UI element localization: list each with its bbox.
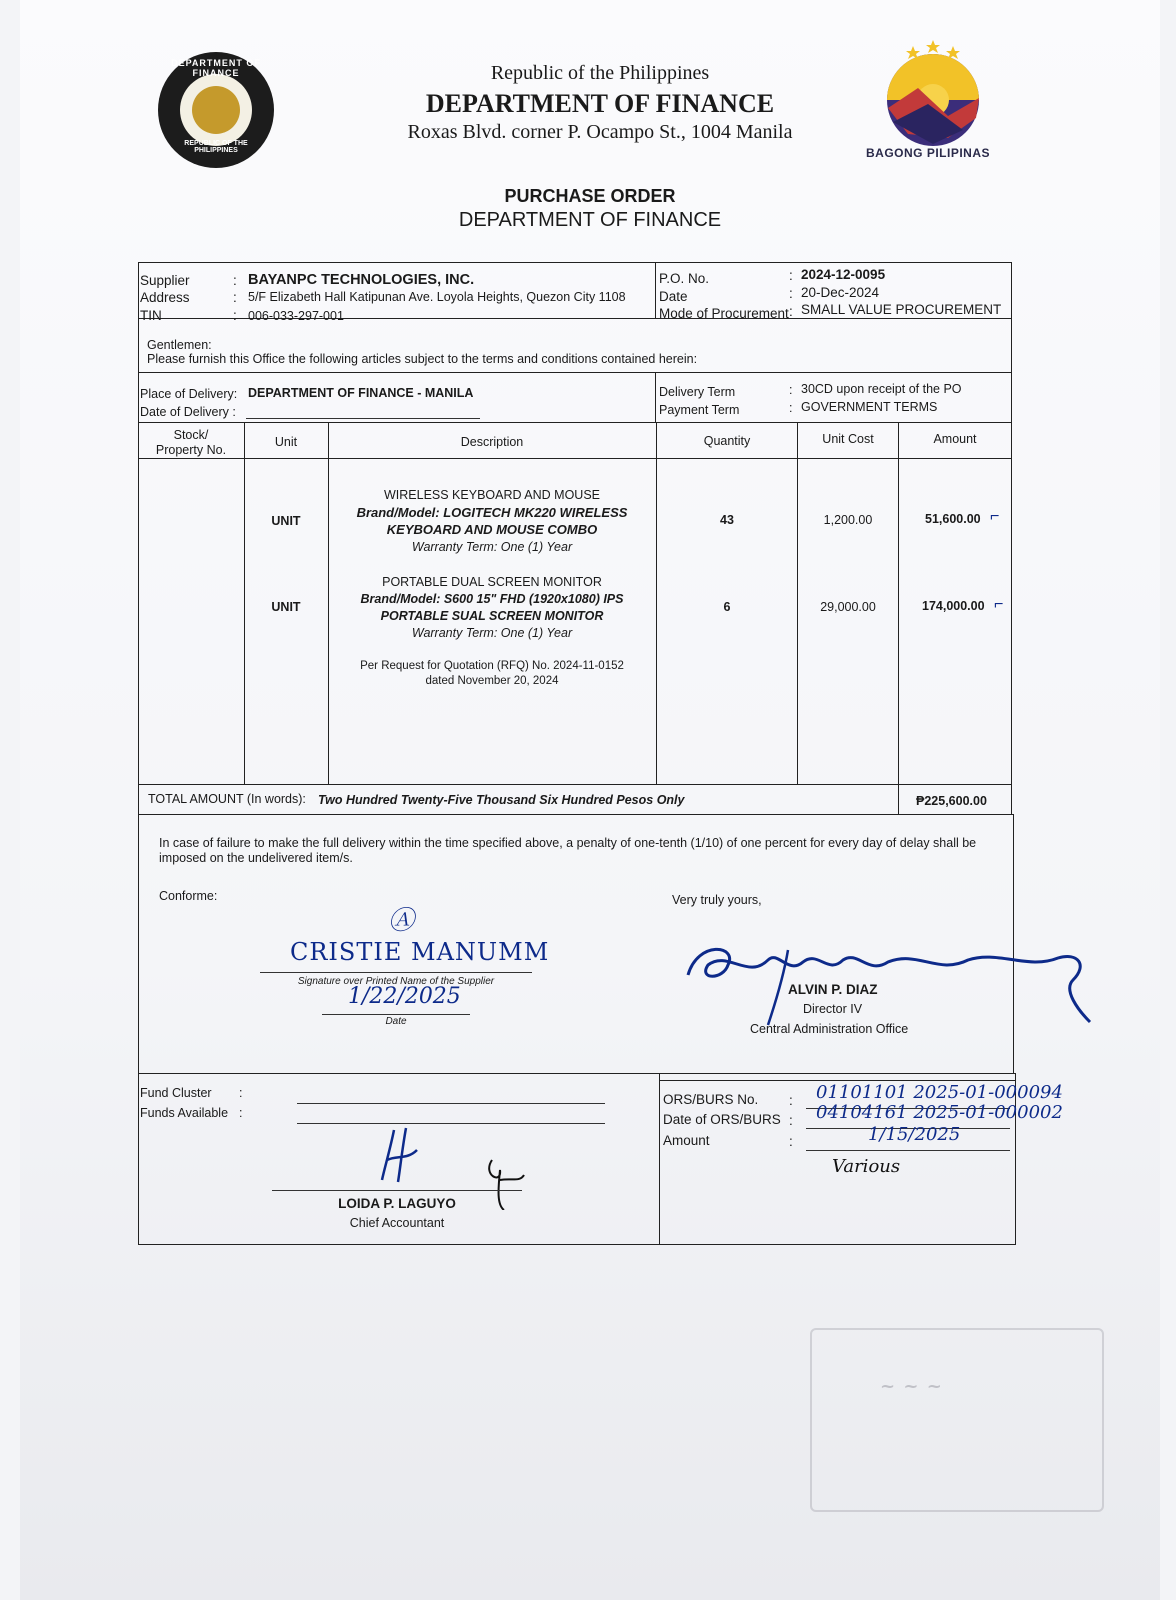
supplier-colon: : bbox=[233, 273, 237, 288]
date-of-delivery-label: Date of Delivery : bbox=[140, 405, 236, 419]
conforme-date: 1/22/2025 bbox=[348, 984, 461, 1009]
closing-salutation: Very truly yours, bbox=[672, 893, 762, 907]
col-header-amount: Amount bbox=[933, 432, 977, 446]
tin-label: TIN bbox=[140, 308, 162, 323]
logo-text: BAGONG PILIPINAS bbox=[865, 146, 990, 160]
director-name: ALVIN P. DIAZ bbox=[788, 982, 878, 997]
item-1-model: Brand/Model: LOGITECH MK220 WIRELESS KEYBOARD AND MOUSE COMBO bbox=[356, 505, 628, 537]
delivery-term-label: Delivery Term bbox=[659, 385, 736, 399]
payment-term-label: Payment Term bbox=[659, 403, 740, 417]
item-2-unit-cost: 29,000.00 bbox=[820, 600, 876, 614]
document-title: PURCHASE ORDER bbox=[504, 186, 676, 206]
ors-burs-date-colon: : bbox=[789, 1113, 793, 1128]
po-number-label: P.O. No. bbox=[659, 271, 710, 286]
ors-burs-no-label: ORS/BURS No. bbox=[663, 1092, 759, 1107]
header-republic: Republic of the Philippines bbox=[490, 62, 710, 84]
ors-burs-date-label: Date of ORS/BURS bbox=[663, 1112, 781, 1127]
signature-caption: Signature over Printed Name of the Supplier bbox=[297, 976, 495, 987]
total-amount-label: TOTAL AMOUNT (In words): bbox=[148, 792, 306, 806]
conforme-label: Conforme: bbox=[159, 889, 218, 903]
funds-available-label: Funds Available bbox=[140, 1106, 229, 1120]
item-2-quantity: 6 bbox=[723, 600, 731, 614]
amount-various: Various bbox=[832, 1156, 901, 1177]
po-date: 20-Dec-2024 bbox=[801, 285, 880, 300]
place-of-delivery-label: Place of Delivery: bbox=[140, 387, 238, 401]
payment-term-colon: : bbox=[789, 401, 793, 415]
ors-burs-no-colon: : bbox=[789, 1093, 793, 1108]
total-amount: ₱225,600.00 bbox=[916, 794, 987, 808]
document-subtitle: DEPARTMENT OF FINANCE bbox=[458, 209, 722, 231]
ors-burs-no-value: 01101101 2025-01-000094 bbox=[816, 1082, 1063, 1103]
procurement-mode-colon: : bbox=[789, 304, 793, 319]
procurement-mode-label: Mode of Procurement bbox=[659, 306, 789, 321]
payment-term: GOVERNMENT TERMS bbox=[801, 400, 938, 414]
item-1-quantity: 43 bbox=[720, 513, 734, 527]
supplier-name: BAYANPC TECHNOLOGIES, INC. bbox=[248, 272, 475, 288]
purchase-order-form bbox=[138, 262, 1012, 815]
supplier-signature: CRISTIE MANUMM bbox=[290, 938, 550, 966]
handwritten-mark: Ⓐ bbox=[388, 906, 415, 936]
received-stamp bbox=[810, 1328, 1104, 1512]
signature-line bbox=[260, 972, 532, 973]
amount-colon: : bbox=[789, 1134, 793, 1149]
col-header-description: Description bbox=[460, 435, 524, 449]
delivery-term-colon: : bbox=[789, 383, 793, 397]
director-office: Central Administration Office bbox=[750, 1022, 909, 1036]
address-colon: : bbox=[233, 290, 237, 305]
seal-text-bottom: REPUBLIC OF THE PHILIPPINES bbox=[184, 140, 248, 154]
date-of-delivery-line bbox=[246, 418, 480, 419]
total-amount-words: Two Hundred Twenty-Five Thousand Six Hundred Pesos Only bbox=[318, 793, 685, 807]
item-2-unit: UNIT bbox=[271, 600, 301, 614]
po-date-label: Date bbox=[659, 289, 688, 304]
ors-burs-date-value: 04104161 2025-01-000002 bbox=[816, 1102, 1063, 1123]
delivery-term: 30CD upon receipt of the PO bbox=[801, 382, 962, 396]
rfq-date: dated November 20, 2024 bbox=[425, 675, 559, 687]
greeting: Gentlemen: bbox=[147, 338, 212, 352]
director-position: Director IV bbox=[803, 1002, 863, 1016]
accountant-name: LOIDA P. LAGUYO bbox=[338, 1196, 456, 1211]
intro-text: Please furnish this Office the following articles subject to the terms and conditions contained herein: bbox=[147, 352, 698, 366]
seal-text-top: DEPARTMENT OF FINANCE bbox=[171, 58, 261, 78]
place-of-delivery: DEPARTMENT OF FINANCE - MANILA bbox=[248, 386, 474, 400]
po-date-colon: : bbox=[789, 286, 793, 301]
bagong-pilipinas-logo bbox=[868, 38, 998, 148]
amount-label: Amount bbox=[663, 1133, 710, 1148]
amount-value: 1/15/2025 bbox=[868, 1124, 961, 1145]
supplier-label: Supplier bbox=[140, 273, 190, 288]
fund-cluster-colon: : bbox=[239, 1086, 243, 1100]
item-1-warranty: Warranty Term: One (1) Year bbox=[411, 540, 573, 554]
date-caption: Date bbox=[385, 1016, 407, 1027]
date-line bbox=[322, 1014, 470, 1015]
item-1-amount: 51,600.00 bbox=[925, 512, 981, 526]
header-address: Roxas Blvd. corner P. Ocampo St., 1004 Manila bbox=[407, 121, 793, 143]
director-signature bbox=[678, 930, 1098, 1030]
check-mark-1: ⌐ bbox=[990, 508, 1000, 525]
address-label: Address bbox=[140, 290, 190, 305]
item-2-warranty: Warranty Term: One (1) Year bbox=[411, 626, 573, 640]
amount-line bbox=[806, 1150, 1010, 1151]
item-2-model: Brand/Model: S600 15" FHD (1920x1080) IPS PORTABLE SUAL SCREEN MONITOR bbox=[360, 592, 624, 623]
po-number-colon: : bbox=[789, 268, 793, 283]
item-1-unit-cost: 1,200.00 bbox=[823, 513, 873, 527]
header-department: DEPARTMENT OF FINANCE bbox=[425, 89, 775, 118]
col-header-unit: Unit bbox=[274, 435, 298, 449]
col-header-quantity: Quantity bbox=[703, 434, 751, 448]
item-1-title: WIRELESS KEYBOARD AND MOUSE bbox=[383, 488, 601, 502]
supplier-tin: 006-033-297-001 bbox=[248, 309, 344, 323]
col-header-unit-cost: Unit Cost bbox=[822, 432, 874, 446]
funds-available-colon: : bbox=[239, 1106, 243, 1120]
procurement-mode: SMALL VALUE PROCUREMENT bbox=[801, 302, 1002, 317]
rfq-reference: Per Request for Quotation (RFQ) No. 2024-11-0152 bbox=[360, 660, 624, 672]
item-1-unit: UNIT bbox=[271, 514, 301, 528]
item-2-title: PORTABLE DUAL SCREEN MONITOR bbox=[382, 575, 602, 589]
supplier-address: 5/F Elizabeth Hall Katipunan Ave. Loyola Heights, Quezon City 1108 bbox=[248, 290, 626, 304]
penalty-clause: In case of failure to make the full delivery within the time specified above, a penalty of one-tenth (1/10) of one percent for every day of delay shall be imposed on the undelivered item/s. bbox=[159, 836, 977, 865]
stamp-handwriting: ~ ~ ~ bbox=[880, 1376, 943, 1397]
accountant-signature-line bbox=[272, 1190, 522, 1191]
tin-colon: : bbox=[233, 308, 237, 323]
check-mark-2: ⌐ bbox=[994, 596, 1004, 613]
po-number: 2024-12-0095 bbox=[801, 267, 886, 282]
fund-cluster-label: Fund Cluster bbox=[140, 1086, 212, 1100]
col-header-stock: Stock/ Property No. bbox=[155, 428, 227, 457]
item-2-amount: 174,000.00 bbox=[922, 599, 985, 613]
fund-cluster-line bbox=[297, 1103, 605, 1104]
accountant-title: Chief Accountant bbox=[349, 1216, 445, 1230]
